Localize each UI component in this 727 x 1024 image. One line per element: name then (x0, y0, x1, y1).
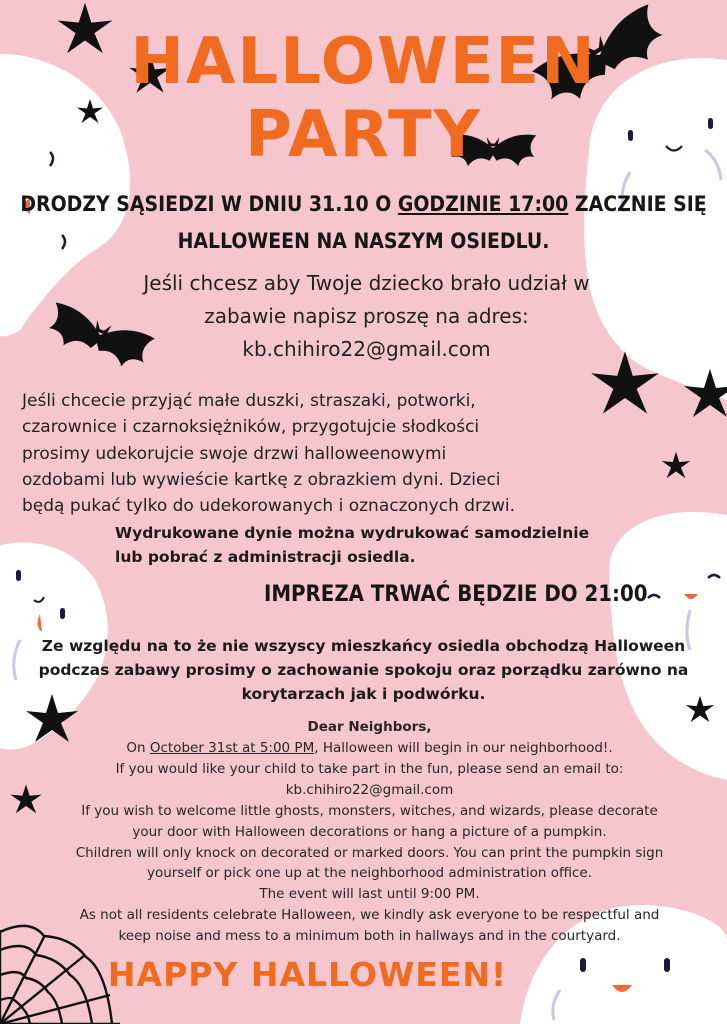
english-text: , Halloween will begin in our neighborhood!. (314, 739, 613, 756)
english-line: If you would like your child to take part in the fun, please send an email to: (115, 760, 624, 777)
english-line: yourself or pick one up at the neighborhood administration office. (146, 865, 593, 882)
english-greeting: Dear Neighbors, (307, 719, 432, 735)
english-line: As not all residents celebrate Halloween, we kindly ask everyone to be respectful and (79, 907, 660, 924)
title-line-2: PARTY (245, 98, 482, 172)
announcement-time: GODZINIE 17:00 (397, 192, 569, 216)
body-paragraph (22, 388, 602, 520)
announcement-line-1 (0, 190, 727, 218)
signup-email: kb.chihiro22@gmail.com (242, 337, 491, 361)
signup-line-2: zabawie napisz proszę na adres: (204, 304, 529, 328)
english-line: Children will only knock on decorated or marked doors. You can print the pumpkin sign (75, 844, 664, 861)
respect-line: Ze względu na to że nie wszyscy mieszkańcy osiedla obchodzą Halloween (41, 637, 686, 655)
print-note (115, 521, 675, 569)
body-line: Jeśli chcecie przyjąć małe duszki, straszaki, potworki, (22, 391, 476, 411)
respect-note (0, 634, 727, 706)
english-line: The event will last until 9:00 PM. (259, 886, 480, 903)
english-date: October 31st at 5:00 PM (149, 739, 315, 756)
english-section (6, 717, 727, 947)
announcement-text: DRODZY SĄSIEDZI W DNIU 31.10 O (20, 192, 398, 216)
english-line (6, 738, 727, 759)
respect-line: podczas zabawy prosimy o zachowanie spokoju oraz porządku zarówno na (38, 661, 689, 680)
body-line: ozdobami lub wywieście kartkę z obrazkiem dyni. Dzieci (22, 470, 501, 491)
respect-line: korytarzach jak i podwórku. (241, 685, 486, 704)
english-text: On (126, 739, 150, 756)
closing-greeting: HAPPY HALLOWEEN! (107, 955, 508, 994)
body-line: będą pukać tylko do udekorowanych i oznaczonych drzwi. (22, 496, 515, 517)
english-line: keep noise and mess to a minimum both in hallways and in the courtyard. (118, 928, 621, 945)
title-line-1: HALLOWEEN (130, 25, 597, 99)
english-line: your door with Halloween decorations or hang a picture of a pumpkin. (132, 823, 607, 840)
end-time: IMPREZA TRWAĆ BĘDZIE DO 21:00 (264, 582, 648, 607)
english-email: kb.chihiro22@gmail.com (285, 781, 454, 798)
print-note-line: lub pobrać z administracji osiedla. (115, 548, 416, 567)
announcement-line-2: HALLOWEEN NA NASZYM OSIEDLU. (177, 229, 550, 253)
print-note-line: Wydrukowane dynie można wydrukować samodzielnie (115, 524, 590, 542)
body-line: czarownice i czarnoksiężników, przygotujcie słodkości (22, 417, 480, 438)
body-line: prosimy udekorujcie swoje drzwi halloweenowymi (22, 443, 447, 464)
announcement-text: ZACZNIE SIĘ (568, 192, 707, 216)
signup-line-1: Jeśli chcesz aby Twoje dziecko brało udział w (143, 271, 590, 295)
star-icon (662, 452, 691, 478)
english-line: If you wish to welcome little ghosts, monsters, witches, and wizards, please decorate (81, 802, 658, 819)
